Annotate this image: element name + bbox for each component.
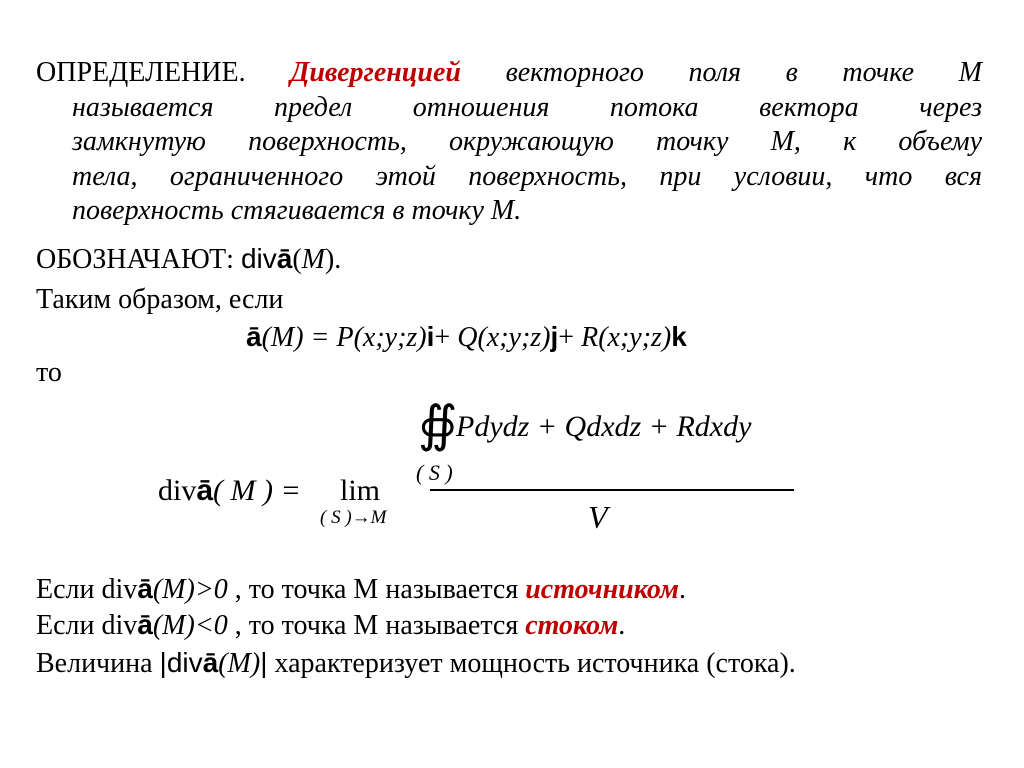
magnitude-prefix: Величина [36,648,160,679]
sink-term: стоком [525,610,619,641]
field-plus-1: + [434,322,458,353]
field-Q: Q [457,322,478,353]
definition-text-line-1: векторного поля в точке M [505,57,983,88]
source-rule [36,572,686,607]
notation-arg-open: ( [292,244,302,275]
sink-rule-middle: , то точка М называется [227,610,526,641]
source-term: источником [525,574,679,605]
notation-div: div [240,243,277,274]
sink-rule [36,608,625,643]
thus-line: Таким образом, если [36,284,284,315]
divergence-lhs-arg: ( M ) = [213,474,301,507]
field-Q-args: (x;y;z) [477,322,551,353]
notation-vector: ā [276,243,293,274]
notation-arg-close: ). [324,244,342,275]
fraction-bar [430,489,794,491]
sink-rule-end: . [618,610,626,641]
field-P-args: (x;y;z) [353,322,427,353]
surface-integral-sign: ∯ [418,396,458,452]
magnitude-line [36,646,796,681]
magnitude-abs-open: | [159,647,167,678]
magnitude-abs-close: | [260,647,268,678]
field-j: j [550,321,559,352]
definition-text-line-3: замкнутую поверхность, окружающую точку M, к объему [72,126,982,157]
then-line: то [36,357,62,388]
source-rule-arg: (M)>0 [152,574,228,605]
magnitude-rest: характеризует мощность источника (стока). [267,648,796,679]
divergence-lhs-vector: ā [196,474,214,507]
magnitude-div: div [166,647,203,678]
notation-arg: M [301,244,325,275]
notation-label: ОБОЗНАЧАЮТ: [36,244,241,275]
fraction-denominator: V [588,499,608,535]
divergence-lhs-div: div [158,474,197,507]
field-vector: ā [246,321,262,352]
source-rule-prefix: Если div [36,574,138,605]
definition-label: ОПРЕДЕЛЕНИЕ. [36,57,246,88]
field-plus-2: + [558,322,582,353]
source-rule-end: . [678,574,686,605]
source-rule-middle: , то точка М называется [227,574,526,605]
definition-text-line-2: называется предел отношения потока вектора через [72,91,982,123]
field-k: k [671,321,687,352]
definition-text-line-4: тела, ограниченного этой поверхность, при условии, что вся [72,160,982,192]
sink-rule-arg: (M)<0 [152,610,228,641]
source-rule-vector: ā [137,573,153,604]
integral-subscript: ( S ) [416,460,453,485]
magnitude-vector: ā [202,647,219,678]
divergence-lhs [158,474,301,508]
integrand: Pdydz + Qdxdz + Rdxdy [456,410,752,443]
definition-first-line [36,56,982,91]
definition-paragraph [36,56,982,229]
field-P: P [336,322,354,353]
field-R-args: (x;y;z) [598,322,672,353]
sink-rule-vector: ā [137,609,153,640]
sink-rule-prefix: Если div [36,610,138,641]
definition-text-line-5: поверхность стягивается в точку M. [72,195,522,226]
field-R: R [581,322,599,353]
magnitude-arg: (M) [218,648,261,679]
definition-term: Дивергенцией [290,57,461,88]
field-formula [246,320,687,355]
limit-subscript: ( S )→M [320,507,387,528]
field-lhs-arg: (M) = [261,322,337,353]
field-i: i [426,321,435,352]
notation-line [36,242,341,277]
limit-operator: lim [340,474,381,507]
